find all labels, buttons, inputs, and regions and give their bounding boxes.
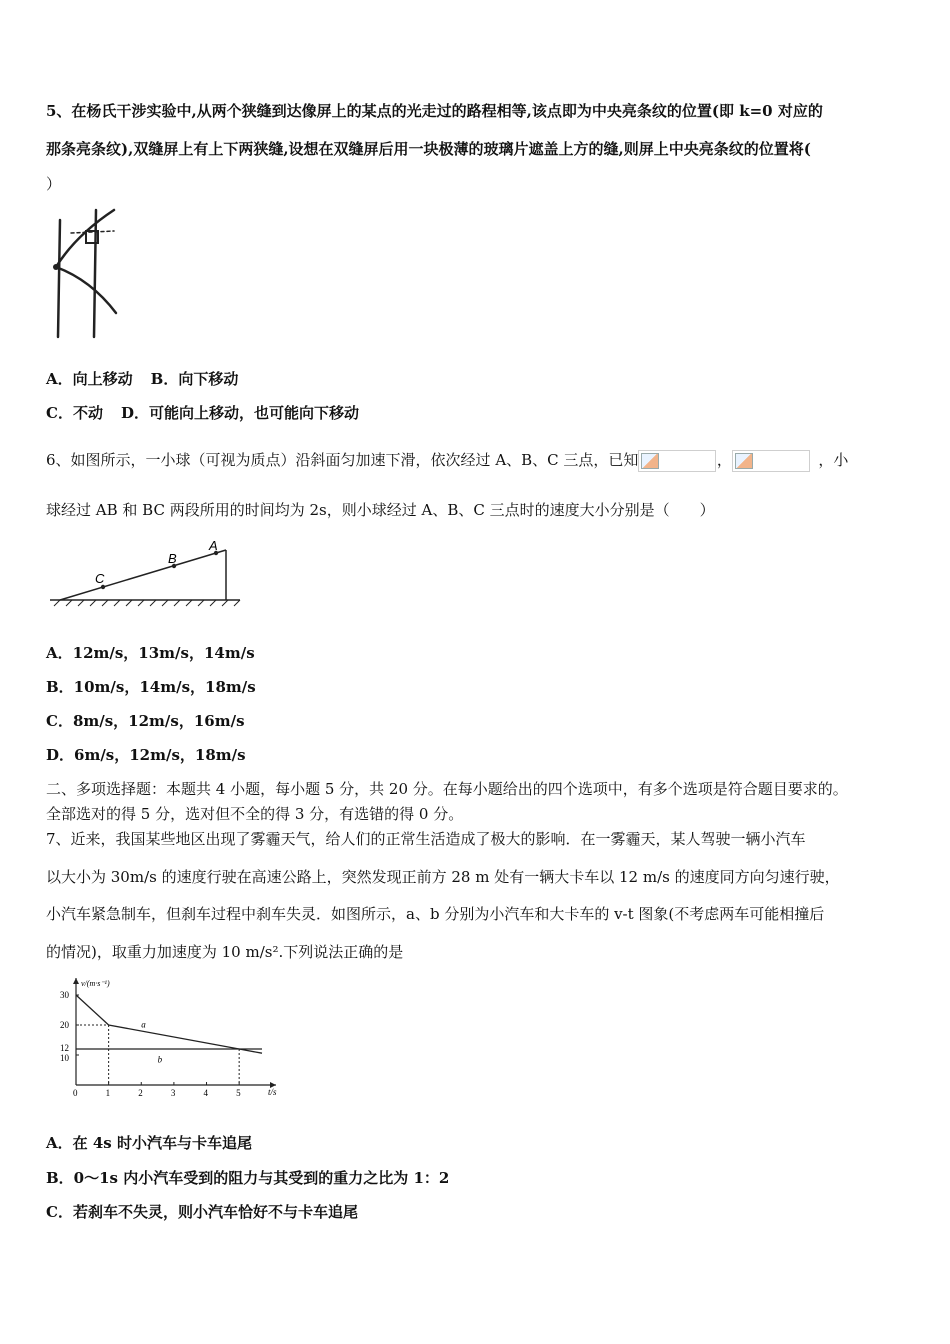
q7-line-2: 以大小为 30m/s 的速度行驶在高速公路上，突然发现正前方 28 m 处有一辆大卡车以 12 m/s 的速度同方向匀速行驶，: [46, 868, 840, 886]
vt-chart: [58, 972, 288, 1100]
series-a-label: a: [141, 1019, 146, 1030]
q5-option-b: B．向下移动: [150, 370, 239, 388]
x-tick-label: 0: [73, 1088, 78, 1098]
q6-line-1: [46, 450, 848, 472]
q7-option-c: C．若刹车不失灵，则小汽车恰好不与卡车追尾: [46, 1203, 358, 1221]
q5-options-row-2: [46, 403, 359, 423]
x-tick-label: 5: [236, 1088, 241, 1098]
q5-options-row-1: [46, 369, 238, 389]
q5-line-2: 那条亮条纹),双缝屏上有上下两狭缝,设想在双缝屏后用一块极薄的玻璃片遮盖上方的缝,则屏上中央亮条纹的位置将(: [46, 140, 811, 158]
x-tick-label: 2: [138, 1088, 143, 1098]
double-slit-figure: [46, 205, 126, 340]
y-axis-arrow: [73, 978, 79, 984]
q6-line-1-suffix: ，小: [818, 451, 849, 469]
slit-screen-line: [58, 220, 60, 337]
q5-option-a: A．向上移动: [46, 370, 133, 388]
y-axis-label: v/(m·s⁻¹): [81, 979, 110, 988]
q6-option-c: C．8m/s，12m/s，16m/s: [46, 712, 245, 730]
q6-option-b: B．10m/s，14m/s，18m/s: [46, 678, 256, 696]
q5-option-d: D．可能向上移动，也可能向下移动: [120, 404, 359, 422]
label-b: B: [168, 551, 177, 566]
section-2-line-2: 全部选对的得 5 分，选对但不全的得 3 分，有选错的得 0 分。: [46, 805, 464, 823]
broken-image-icon: [638, 450, 716, 472]
series-a-line: [76, 995, 262, 1053]
q7-option-a: A．在 4s 时小汽车与卡车追尾: [46, 1134, 252, 1152]
q5-option-c: C．不动: [46, 404, 103, 422]
q6-option-d: D．6m/s，12m/s，18m/s: [46, 746, 246, 764]
section-2-line-1: 二、多项选择题：本题共 4 小题，每小题 5 分，共 20 分。在每小题给出的四个选项中，有多个选项是符合题目要求的。: [46, 780, 848, 798]
x-tick-label: 3: [170, 1088, 176, 1098]
q6-option-a: A．12m/s，13m/s，14m/s: [46, 644, 255, 662]
q6-separator: ，: [716, 451, 732, 469]
q6-line-2: 球经过 AB 和 BC 两段所用的时间均为 2s，则小球经过 A、B、C 三点时的速度大小分别是（ ）: [46, 501, 715, 519]
y-tick-label: 20: [60, 1020, 69, 1030]
label-c: C: [95, 571, 105, 586]
broken-image-icon: [732, 450, 810, 472]
incline-figure: [46, 536, 246, 608]
x-axis-label: t/s: [268, 1087, 277, 1097]
q7-option-b: B．0～1s 内小汽车受到的阻力与其受到的重力之比为 1：2: [46, 1169, 450, 1187]
q5-line-3: ）: [46, 175, 62, 193]
q7-line-4: 的情况)，取重力加速度为 10 m/s².下列说法正确的是: [46, 943, 404, 961]
image-screen-line: [94, 210, 96, 337]
x-tick-label: 1: [105, 1088, 111, 1098]
y-tick-label: 12: [60, 1043, 69, 1053]
y-tick-label: 10: [60, 1053, 69, 1063]
y-tick-label: 30: [60, 990, 69, 1000]
label-a: A: [209, 538, 218, 553]
q7-line-1: 7、近来，我国某些地区出现了雾霾天气，给人们的正常生活造成了极大的影响．在一雾霾天，某人驾驶一辆小汽车: [46, 830, 806, 848]
x-tick-label: 4: [203, 1088, 209, 1098]
q6-line-1-prefix: 6、如图所示，一小球（可视为质点）沿斜面匀加速下滑，依次经过 A、B、C 三点，已知: [46, 451, 639, 469]
series-b-label: b: [157, 1054, 163, 1065]
q7-line-3: 小汽车紧急制车，但刹车过程中刹车失灵．如图所示，a、b 分别为小汽车和大卡车的 v-t 图象(不考虑两车可能相撞后: [46, 905, 825, 923]
q5-line-1: 5、在杨氏干涉实验中,从两个狭缝到达像屏上的某点的光走过的路程相等,该点即为中央亮条纹的位置(即 k=0 对应的: [46, 102, 823, 120]
